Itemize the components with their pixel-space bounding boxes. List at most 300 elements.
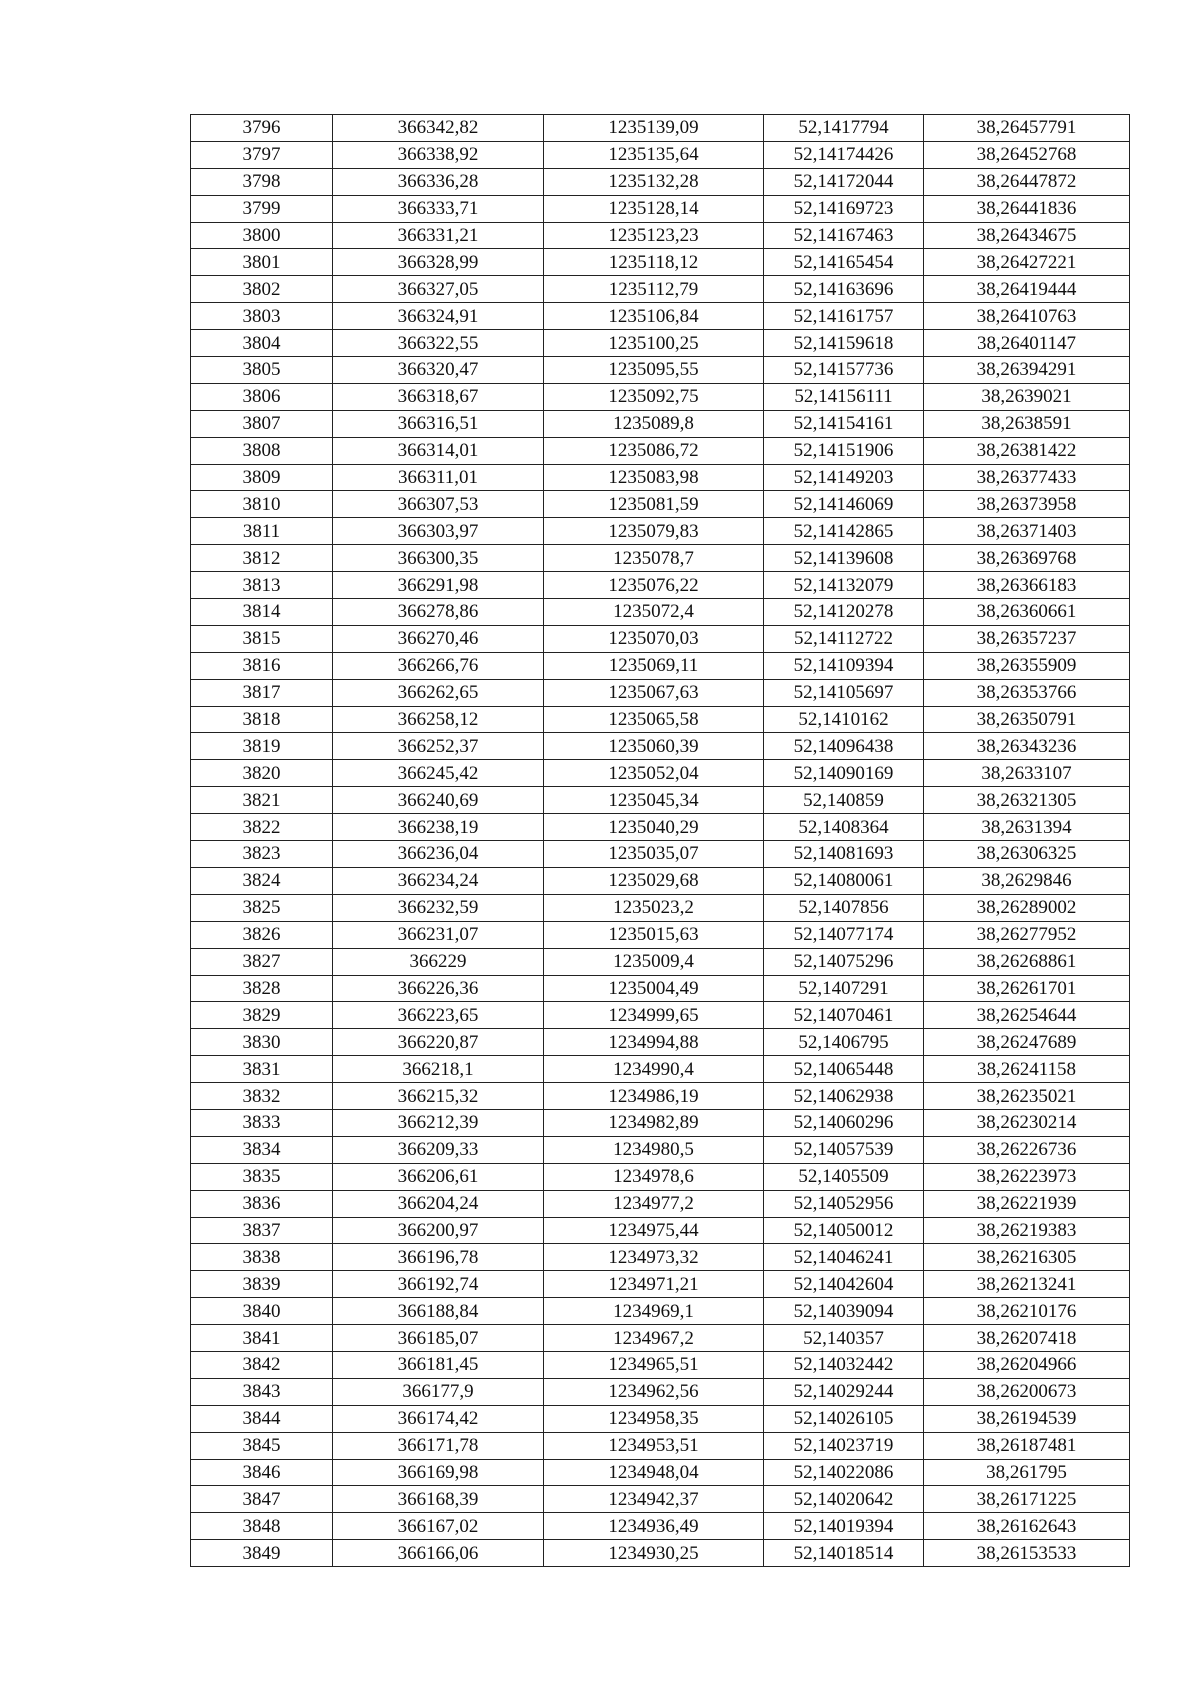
x-coordinate-cell: 366232,59	[333, 894, 544, 921]
table-row	[191, 1136, 1130, 1163]
point-number-cell: 3821	[191, 787, 333, 814]
table-row	[191, 357, 1130, 384]
point-number-cell: 3838	[191, 1244, 333, 1271]
table-row	[191, 518, 1130, 545]
y-coordinate-cell: 1234969,1	[544, 1298, 764, 1325]
latitude-cell: 52,14132079	[764, 572, 924, 599]
y-coordinate-cell: 1235123,23	[544, 222, 764, 249]
x-coordinate-cell: 366314,01	[333, 437, 544, 464]
latitude-cell: 52,14029244	[764, 1378, 924, 1405]
point-number-cell: 3802	[191, 276, 333, 303]
table-row	[191, 706, 1130, 733]
table-row	[191, 1002, 1130, 1029]
longitude-cell: 38,2633107	[924, 760, 1130, 787]
point-number-cell: 3811	[191, 518, 333, 545]
x-coordinate-cell: 366192,74	[333, 1271, 544, 1298]
latitude-cell: 52,14052956	[764, 1190, 924, 1217]
x-coordinate-cell: 366236,04	[333, 841, 544, 868]
x-coordinate-cell: 366270,46	[333, 625, 544, 652]
latitude-cell: 52,14077174	[764, 921, 924, 948]
x-coordinate-cell: 366188,84	[333, 1298, 544, 1325]
x-coordinate-cell: 366311,01	[333, 464, 544, 491]
y-coordinate-cell: 1235004,49	[544, 975, 764, 1002]
y-coordinate-cell: 1235069,11	[544, 652, 764, 679]
point-number-cell: 3826	[191, 921, 333, 948]
point-number-cell: 3819	[191, 733, 333, 760]
y-coordinate-cell: 1234965,51	[544, 1351, 764, 1378]
longitude-cell: 38,26277952	[924, 921, 1130, 948]
x-coordinate-cell: 366200,97	[333, 1217, 544, 1244]
table-row	[191, 1486, 1130, 1513]
point-number-cell: 3839	[191, 1271, 333, 1298]
table-row	[191, 410, 1130, 437]
x-coordinate-cell: 366223,65	[333, 1002, 544, 1029]
x-coordinate-cell: 366238,19	[333, 814, 544, 841]
table-row	[191, 1459, 1130, 1486]
table-row	[191, 1029, 1130, 1056]
latitude-cell: 52,14075296	[764, 948, 924, 975]
y-coordinate-cell: 1234975,44	[544, 1217, 764, 1244]
latitude-cell: 52,140357	[764, 1325, 924, 1352]
longitude-cell: 38,26369768	[924, 545, 1130, 572]
point-number-cell: 3797	[191, 141, 333, 168]
x-coordinate-cell: 366231,07	[333, 921, 544, 948]
latitude-cell: 52,14039094	[764, 1298, 924, 1325]
point-number-cell: 3813	[191, 572, 333, 599]
table-row	[191, 572, 1130, 599]
point-number-cell: 3844	[191, 1405, 333, 1432]
longitude-cell: 38,26452768	[924, 141, 1130, 168]
y-coordinate-cell: 1235079,83	[544, 518, 764, 545]
longitude-cell: 38,26321305	[924, 787, 1130, 814]
point-number-cell: 3812	[191, 545, 333, 572]
y-coordinate-cell: 1234986,19	[544, 1083, 764, 1110]
latitude-cell: 52,1407291	[764, 975, 924, 1002]
latitude-cell: 52,14060296	[764, 1109, 924, 1136]
point-number-cell: 3816	[191, 652, 333, 679]
y-coordinate-cell: 1235067,63	[544, 679, 764, 706]
y-coordinate-cell: 1234971,21	[544, 1271, 764, 1298]
longitude-cell: 38,26381422	[924, 437, 1130, 464]
longitude-cell: 38,2638591	[924, 410, 1130, 437]
point-number-cell: 3837	[191, 1217, 333, 1244]
table-row	[191, 921, 1130, 948]
point-number-cell: 3820	[191, 760, 333, 787]
table-row	[191, 948, 1130, 975]
latitude-cell: 52,14142865	[764, 518, 924, 545]
point-number-cell: 3832	[191, 1083, 333, 1110]
latitude-cell: 52,1407856	[764, 894, 924, 921]
longitude-cell: 38,26410763	[924, 303, 1130, 330]
point-number-cell: 3814	[191, 599, 333, 626]
table-row	[191, 1217, 1130, 1244]
latitude-cell: 52,14139608	[764, 545, 924, 572]
table-row	[191, 1056, 1130, 1083]
x-coordinate-cell: 366174,42	[333, 1405, 544, 1432]
point-number-cell: 3843	[191, 1378, 333, 1405]
x-coordinate-cell: 366204,24	[333, 1190, 544, 1217]
y-coordinate-cell: 1235132,28	[544, 168, 764, 195]
latitude-cell: 52,140859	[764, 787, 924, 814]
y-coordinate-cell: 1234990,4	[544, 1056, 764, 1083]
latitude-cell: 52,1406795	[764, 1029, 924, 1056]
point-number-cell: 3842	[191, 1351, 333, 1378]
x-coordinate-cell: 366215,32	[333, 1083, 544, 1110]
x-coordinate-cell: 366331,21	[333, 222, 544, 249]
longitude-cell: 38,26204966	[924, 1351, 1130, 1378]
latitude-cell: 52,14165454	[764, 249, 924, 276]
point-number-cell: 3810	[191, 491, 333, 518]
longitude-cell: 38,26434675	[924, 222, 1130, 249]
x-coordinate-cell: 366303,97	[333, 518, 544, 545]
y-coordinate-cell: 1235089,8	[544, 410, 764, 437]
point-number-cell: 3800	[191, 222, 333, 249]
y-coordinate-cell: 1234930,25	[544, 1540, 764, 1567]
longitude-cell: 38,26235021	[924, 1083, 1130, 1110]
latitude-cell: 52,14161757	[764, 303, 924, 330]
x-coordinate-cell: 366171,78	[333, 1432, 544, 1459]
longitude-cell: 38,26216305	[924, 1244, 1130, 1271]
point-number-cell: 3823	[191, 841, 333, 868]
table-row	[191, 1163, 1130, 1190]
point-number-cell: 3828	[191, 975, 333, 1002]
x-coordinate-cell: 366338,92	[333, 141, 544, 168]
y-coordinate-cell: 1235135,64	[544, 141, 764, 168]
y-coordinate-cell: 1235015,63	[544, 921, 764, 948]
latitude-cell: 52,1417794	[764, 115, 924, 142]
table-row	[191, 222, 1130, 249]
longitude-cell: 38,26153533	[924, 1540, 1130, 1567]
y-coordinate-cell: 1234948,04	[544, 1459, 764, 1486]
x-coordinate-cell: 366291,98	[333, 572, 544, 599]
x-coordinate-cell: 366226,36	[333, 975, 544, 1002]
latitude-cell: 52,14065448	[764, 1056, 924, 1083]
x-coordinate-cell: 366327,05	[333, 276, 544, 303]
point-number-cell: 3815	[191, 625, 333, 652]
x-coordinate-cell: 366333,71	[333, 195, 544, 222]
x-coordinate-cell: 366262,65	[333, 679, 544, 706]
longitude-cell: 38,26200673	[924, 1378, 1130, 1405]
latitude-cell: 52,14159618	[764, 330, 924, 357]
longitude-cell: 38,26353766	[924, 679, 1130, 706]
y-coordinate-cell: 1235081,59	[544, 491, 764, 518]
table-row	[191, 787, 1130, 814]
y-coordinate-cell: 1234978,6	[544, 1163, 764, 1190]
x-coordinate-cell: 366234,24	[333, 867, 544, 894]
point-number-cell: 3808	[191, 437, 333, 464]
longitude-cell: 38,26447872	[924, 168, 1130, 195]
longitude-cell: 38,26187481	[924, 1432, 1130, 1459]
point-number-cell: 3798	[191, 168, 333, 195]
x-coordinate-cell: 366342,82	[333, 115, 544, 142]
y-coordinate-cell: 1234980,5	[544, 1136, 764, 1163]
table-row	[191, 195, 1130, 222]
y-coordinate-cell: 1234973,32	[544, 1244, 764, 1271]
table-row	[191, 679, 1130, 706]
table-row	[191, 141, 1130, 168]
longitude-cell: 38,26207418	[924, 1325, 1130, 1352]
point-number-cell: 3796	[191, 115, 333, 142]
coordinates-table-body	[191, 115, 1130, 1567]
table-row	[191, 1109, 1130, 1136]
longitude-cell: 38,261795	[924, 1459, 1130, 1486]
x-coordinate-cell: 366196,78	[333, 1244, 544, 1271]
point-number-cell: 3845	[191, 1432, 333, 1459]
point-number-cell: 3824	[191, 867, 333, 894]
point-number-cell: 3804	[191, 330, 333, 357]
table-row	[191, 1405, 1130, 1432]
table-row	[191, 1351, 1130, 1378]
table-row	[191, 841, 1130, 868]
longitude-cell: 38,26377433	[924, 464, 1130, 491]
latitude-cell: 52,14146069	[764, 491, 924, 518]
longitude-cell: 38,26254644	[924, 1002, 1130, 1029]
x-coordinate-cell: 366318,67	[333, 383, 544, 410]
latitude-cell: 52,14154161	[764, 410, 924, 437]
table-row	[191, 545, 1130, 572]
y-coordinate-cell: 1235060,39	[544, 733, 764, 760]
longitude-cell: 38,26221939	[924, 1190, 1130, 1217]
latitude-cell: 52,14174426	[764, 141, 924, 168]
x-coordinate-cell: 366185,07	[333, 1325, 544, 1352]
point-number-cell: 3805	[191, 357, 333, 384]
y-coordinate-cell: 1234953,51	[544, 1432, 764, 1459]
y-coordinate-cell: 1235083,98	[544, 464, 764, 491]
table-row	[191, 168, 1130, 195]
table-row	[191, 814, 1130, 841]
table-row	[191, 894, 1130, 921]
table-row	[191, 1513, 1130, 1540]
y-coordinate-cell: 1234958,35	[544, 1405, 764, 1432]
point-number-cell: 3849	[191, 1540, 333, 1567]
table-row	[191, 249, 1130, 276]
longitude-cell: 38,26394291	[924, 357, 1130, 384]
longitude-cell: 38,26219383	[924, 1217, 1130, 1244]
x-coordinate-cell: 366320,47	[333, 357, 544, 384]
table-row	[191, 652, 1130, 679]
table-row	[191, 1432, 1130, 1459]
x-coordinate-cell: 366278,86	[333, 599, 544, 626]
y-coordinate-cell: 1235029,68	[544, 867, 764, 894]
x-coordinate-cell: 366168,39	[333, 1486, 544, 1513]
latitude-cell: 52,14105697	[764, 679, 924, 706]
table-row	[191, 1325, 1130, 1352]
point-number-cell: 3799	[191, 195, 333, 222]
x-coordinate-cell: 366328,99	[333, 249, 544, 276]
latitude-cell: 52,14172044	[764, 168, 924, 195]
longitude-cell: 38,26360661	[924, 599, 1130, 626]
longitude-cell: 38,26355909	[924, 652, 1130, 679]
x-coordinate-cell: 366218,1	[333, 1056, 544, 1083]
point-number-cell: 3848	[191, 1513, 333, 1540]
point-number-cell: 3807	[191, 410, 333, 437]
table-row	[191, 760, 1130, 787]
longitude-cell: 38,26289002	[924, 894, 1130, 921]
y-coordinate-cell: 1235070,03	[544, 625, 764, 652]
table-row	[191, 303, 1130, 330]
x-coordinate-cell: 366336,28	[333, 168, 544, 195]
latitude-cell: 52,14169723	[764, 195, 924, 222]
latitude-cell: 52,14026105	[764, 1405, 924, 1432]
latitude-cell: 52,1410162	[764, 706, 924, 733]
longitude-cell: 38,2631394	[924, 814, 1130, 841]
latitude-cell: 52,14046241	[764, 1244, 924, 1271]
latitude-cell: 52,14096438	[764, 733, 924, 760]
y-coordinate-cell: 1235100,25	[544, 330, 764, 357]
y-coordinate-cell: 1234962,56	[544, 1378, 764, 1405]
x-coordinate-cell: 366252,37	[333, 733, 544, 760]
y-coordinate-cell: 1235035,07	[544, 841, 764, 868]
y-coordinate-cell: 1235023,2	[544, 894, 764, 921]
y-coordinate-cell: 1235072,4	[544, 599, 764, 626]
point-number-cell: 3840	[191, 1298, 333, 1325]
x-coordinate-cell: 366245,42	[333, 760, 544, 787]
y-coordinate-cell: 1235065,58	[544, 706, 764, 733]
longitude-cell: 38,26223973	[924, 1163, 1130, 1190]
latitude-cell: 52,14050012	[764, 1217, 924, 1244]
latitude-cell: 52,14090169	[764, 760, 924, 787]
latitude-cell: 52,14032442	[764, 1351, 924, 1378]
table-row	[191, 383, 1130, 410]
point-number-cell: 3803	[191, 303, 333, 330]
longitude-cell: 38,26371403	[924, 518, 1130, 545]
x-coordinate-cell: 366212,39	[333, 1109, 544, 1136]
point-number-cell: 3835	[191, 1163, 333, 1190]
longitude-cell: 38,26210176	[924, 1298, 1130, 1325]
y-coordinate-cell: 1234999,65	[544, 1002, 764, 1029]
table-row	[191, 1244, 1130, 1271]
point-number-cell: 3831	[191, 1056, 333, 1083]
point-number-cell: 3801	[191, 249, 333, 276]
latitude-cell: 52,14070461	[764, 1002, 924, 1029]
point-number-cell: 3827	[191, 948, 333, 975]
y-coordinate-cell: 1234942,37	[544, 1486, 764, 1513]
x-coordinate-cell: 366240,69	[333, 787, 544, 814]
table-row	[191, 1540, 1130, 1567]
x-coordinate-cell: 366206,61	[333, 1163, 544, 1190]
point-number-cell: 3817	[191, 679, 333, 706]
y-coordinate-cell: 1235095,55	[544, 357, 764, 384]
latitude-cell: 52,14062938	[764, 1083, 924, 1110]
point-number-cell: 3806	[191, 383, 333, 410]
latitude-cell: 52,14151906	[764, 437, 924, 464]
y-coordinate-cell: 1235052,04	[544, 760, 764, 787]
table-row	[191, 1378, 1130, 1405]
longitude-cell: 38,26457791	[924, 115, 1130, 142]
coordinates-table	[190, 114, 1130, 1567]
table-row	[191, 330, 1130, 357]
x-coordinate-cell: 366169,98	[333, 1459, 544, 1486]
longitude-cell: 38,26230214	[924, 1109, 1130, 1136]
latitude-cell: 52,14018514	[764, 1540, 924, 1567]
x-coordinate-cell: 366209,33	[333, 1136, 544, 1163]
x-coordinate-cell: 366307,53	[333, 491, 544, 518]
longitude-cell: 38,26350791	[924, 706, 1130, 733]
y-coordinate-cell: 1235106,84	[544, 303, 764, 330]
longitude-cell: 38,26226736	[924, 1136, 1130, 1163]
table-row	[191, 276, 1130, 303]
point-number-cell: 3825	[191, 894, 333, 921]
x-coordinate-cell: 366229	[333, 948, 544, 975]
table-row	[191, 115, 1130, 142]
x-coordinate-cell: 366324,91	[333, 303, 544, 330]
latitude-cell: 52,14081693	[764, 841, 924, 868]
longitude-cell: 38,26441836	[924, 195, 1130, 222]
x-coordinate-cell: 366258,12	[333, 706, 544, 733]
y-coordinate-cell: 1235040,29	[544, 814, 764, 841]
table-row	[191, 975, 1130, 1002]
longitude-cell: 38,26213241	[924, 1271, 1130, 1298]
x-coordinate-cell: 366316,51	[333, 410, 544, 437]
point-number-cell: 3822	[191, 814, 333, 841]
y-coordinate-cell: 1234936,49	[544, 1513, 764, 1540]
longitude-cell: 38,26171225	[924, 1486, 1130, 1513]
y-coordinate-cell: 1234994,88	[544, 1029, 764, 1056]
longitude-cell: 38,26247689	[924, 1029, 1130, 1056]
table-row	[191, 464, 1130, 491]
x-coordinate-cell: 366322,55	[333, 330, 544, 357]
latitude-cell: 52,14167463	[764, 222, 924, 249]
latitude-cell: 52,14023719	[764, 1432, 924, 1459]
table-row	[191, 1190, 1130, 1217]
x-coordinate-cell: 366177,9	[333, 1378, 544, 1405]
longitude-cell: 38,26194539	[924, 1405, 1130, 1432]
latitude-cell: 52,1408364	[764, 814, 924, 841]
point-number-cell: 3809	[191, 464, 333, 491]
latitude-cell: 52,1405509	[764, 1163, 924, 1190]
table-row	[191, 437, 1130, 464]
point-number-cell: 3841	[191, 1325, 333, 1352]
longitude-cell: 38,26373958	[924, 491, 1130, 518]
longitude-cell: 38,26306325	[924, 841, 1130, 868]
table-row	[191, 1271, 1130, 1298]
x-coordinate-cell: 366181,45	[333, 1351, 544, 1378]
point-number-cell: 3829	[191, 1002, 333, 1029]
x-coordinate-cell: 366300,35	[333, 545, 544, 572]
latitude-cell: 52,14019394	[764, 1513, 924, 1540]
point-number-cell: 3846	[191, 1459, 333, 1486]
longitude-cell: 38,26401147	[924, 330, 1130, 357]
y-coordinate-cell: 1235045,34	[544, 787, 764, 814]
y-coordinate-cell: 1235009,4	[544, 948, 764, 975]
point-number-cell: 3833	[191, 1109, 333, 1136]
longitude-cell: 38,26366183	[924, 572, 1130, 599]
y-coordinate-cell: 1235128,14	[544, 195, 764, 222]
latitude-cell: 52,14120278	[764, 599, 924, 626]
table-row	[191, 625, 1130, 652]
table-row	[191, 867, 1130, 894]
y-coordinate-cell: 1234977,2	[544, 1190, 764, 1217]
latitude-cell: 52,14057539	[764, 1136, 924, 1163]
point-number-cell: 3847	[191, 1486, 333, 1513]
longitude-cell: 38,26162643	[924, 1513, 1130, 1540]
table-row	[191, 599, 1130, 626]
table-row	[191, 491, 1130, 518]
latitude-cell: 52,14042604	[764, 1271, 924, 1298]
y-coordinate-cell: 1235086,72	[544, 437, 764, 464]
y-coordinate-cell: 1235078,7	[544, 545, 764, 572]
x-coordinate-cell: 366166,06	[333, 1540, 544, 1567]
latitude-cell: 52,14157736	[764, 357, 924, 384]
y-coordinate-cell: 1235112,79	[544, 276, 764, 303]
point-number-cell: 3830	[191, 1029, 333, 1056]
longitude-cell: 38,26261701	[924, 975, 1130, 1002]
table-row	[191, 1083, 1130, 1110]
latitude-cell: 52,14156111	[764, 383, 924, 410]
latitude-cell: 52,14149203	[764, 464, 924, 491]
point-number-cell: 3836	[191, 1190, 333, 1217]
longitude-cell: 38,26241158	[924, 1056, 1130, 1083]
